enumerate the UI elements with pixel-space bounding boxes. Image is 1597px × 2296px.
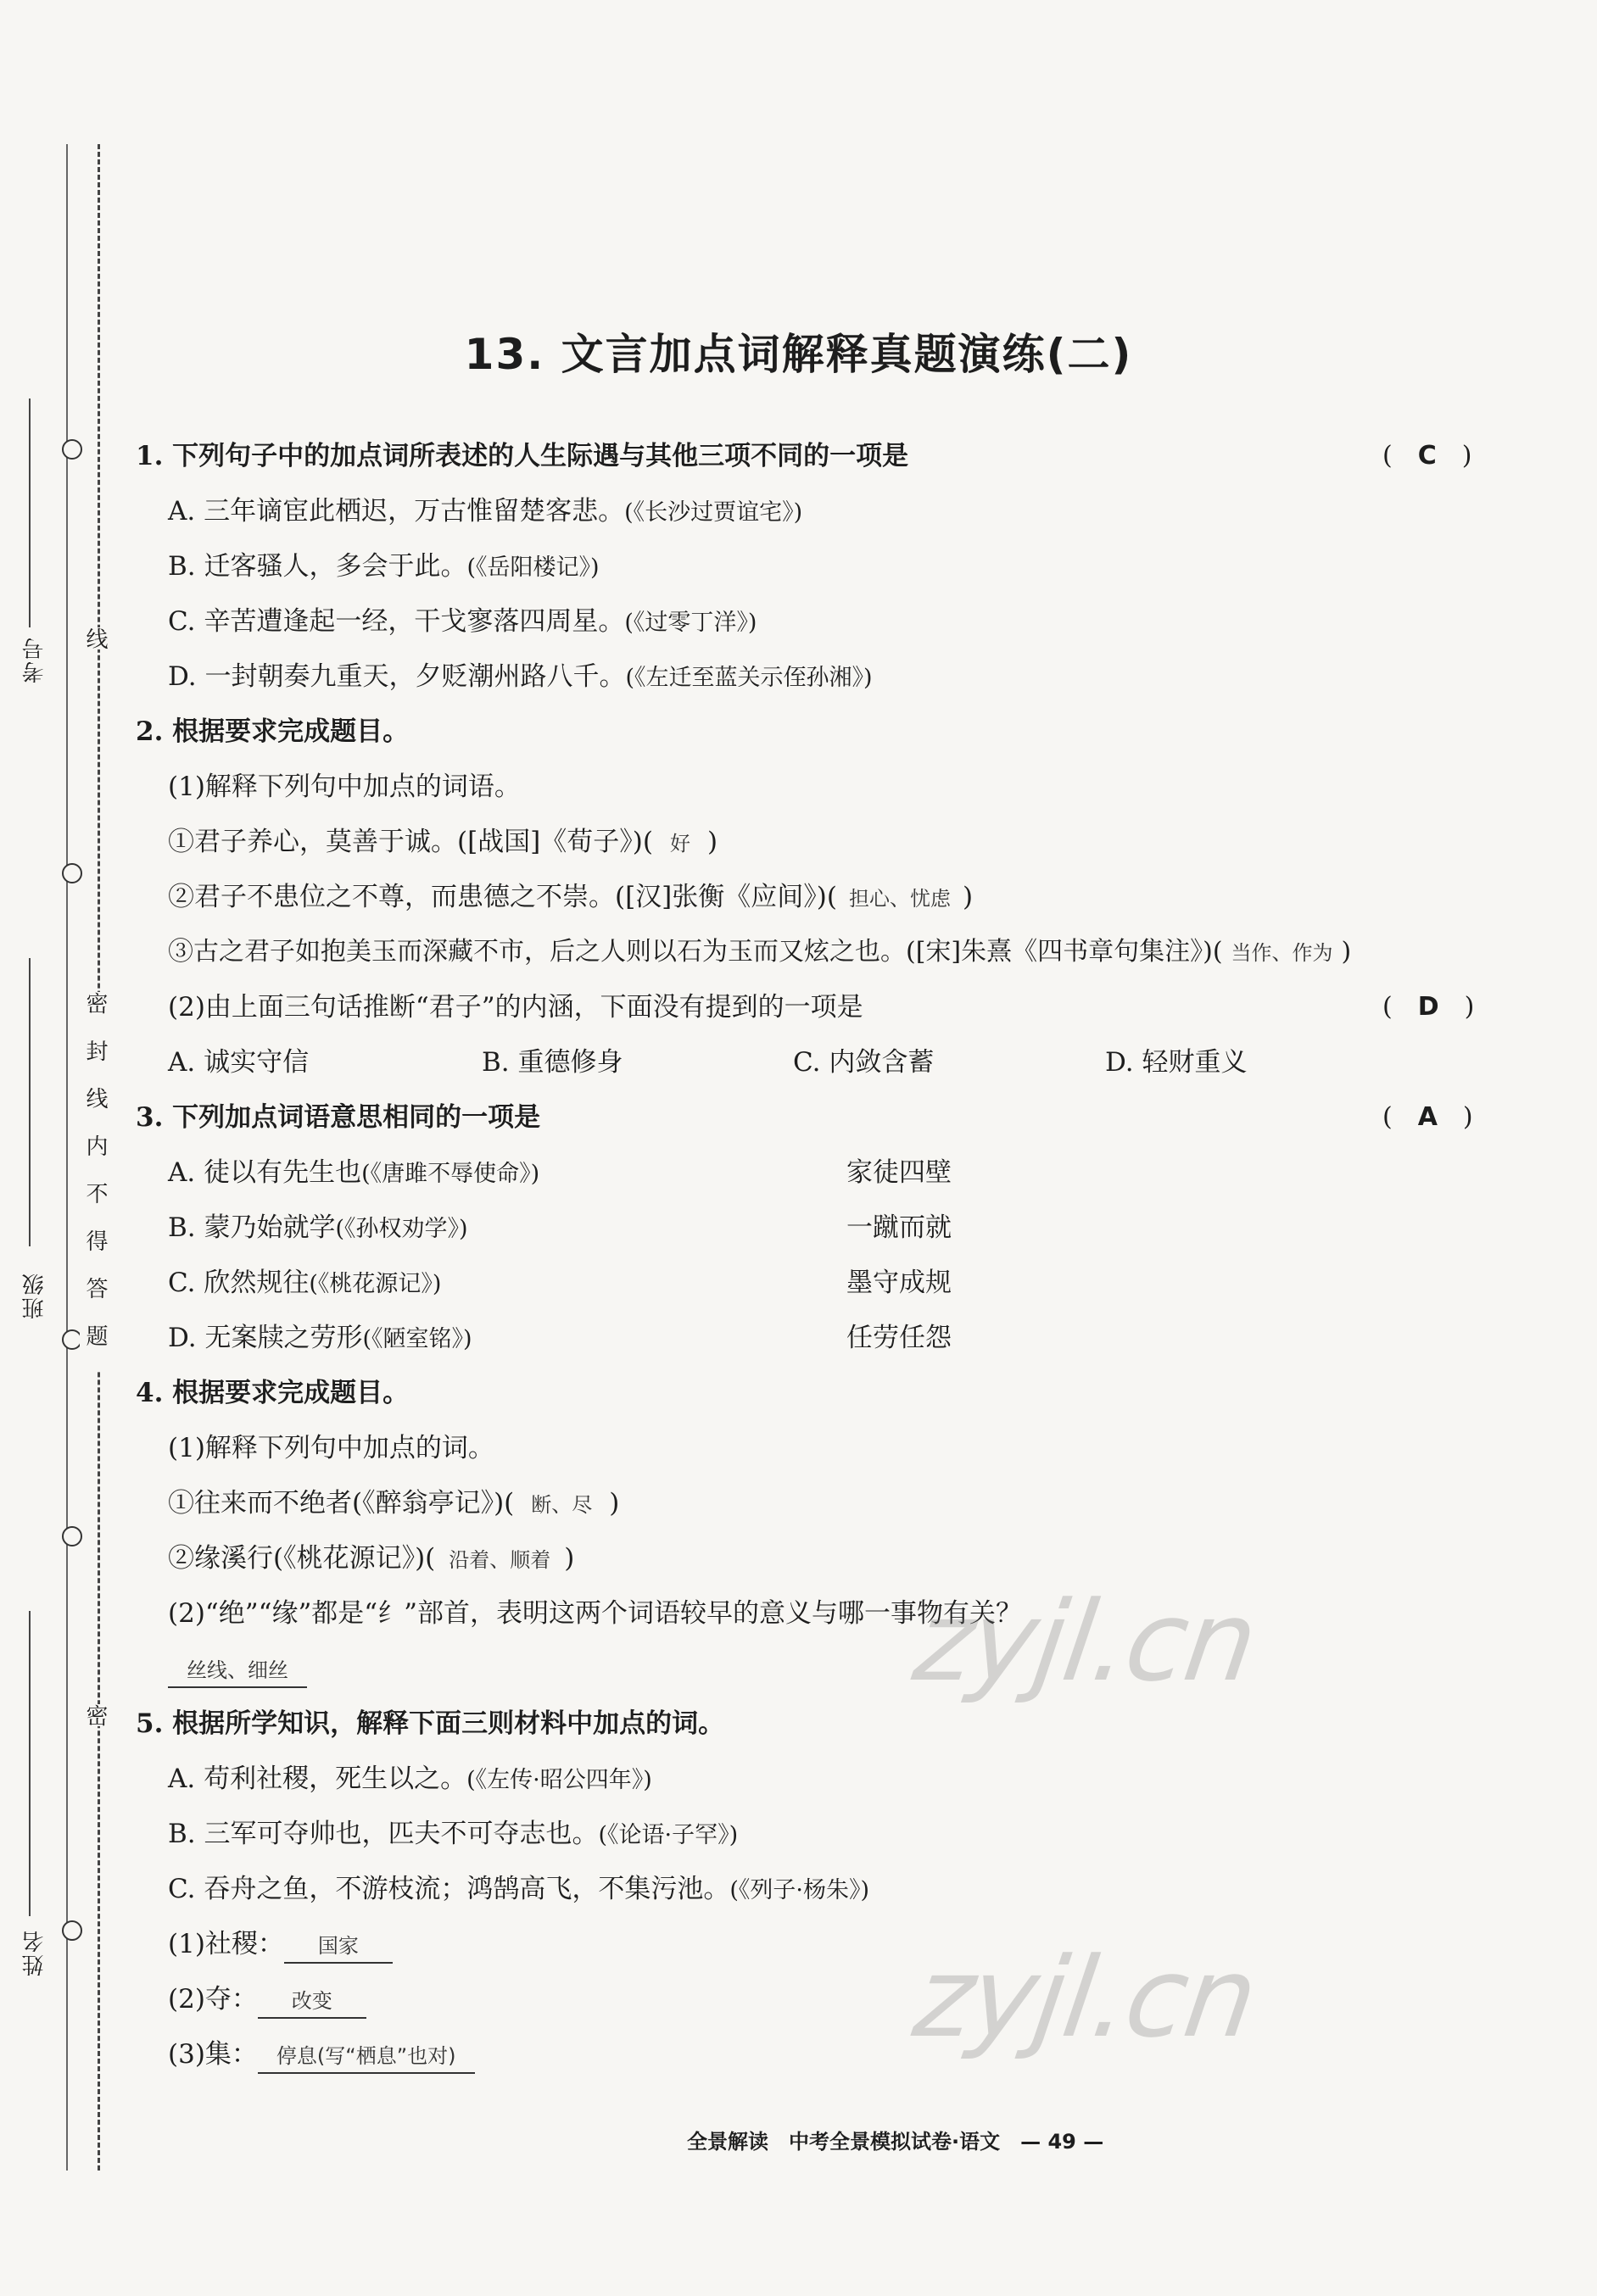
q5-fill-2: (2)夺： 改变 [168, 1982, 366, 2019]
q3-option-a: A. 徒以有先生也(《唐雎不辱使命》) [168, 1157, 540, 1188]
watermark: zyjl.cn [907, 1933, 1264, 2062]
q3-option-c: C. 欣然规往(《桃花源记》) [168, 1268, 442, 1298]
q2-stem: 2. 根据要求完成题目。 [136, 716, 410, 747]
q2-sentence-2: ②君子不患位之不尊，而患德之不崇。([汉]张衡《应间》)( 担心、忧虑 ) [168, 882, 974, 912]
margin-mark-mi: 密 [80, 1704, 111, 1726]
q1-option-a: A. 三年谪宦此栖迟，万古惟留楚客悲。(《长沙过贾谊宅》) [168, 496, 803, 527]
q4-sub2: (2)“绝”“缘”都是“纟”部首，表明这两个词语较早的意义与哪一事物有关？ [168, 1598, 1022, 1629]
q1-stem: 1. 下列句子中的加点词所表述的人生际遇与其他三项不同的一项是 [136, 441, 909, 471]
binding-hole [62, 863, 82, 883]
q4-stem: 4. 根据要求完成题目。 [136, 1378, 410, 1408]
q3-stem: 3. 下列加点词语意思相同的一项是 [136, 1102, 541, 1133]
q2-sub1: (1)解释下列句中加点的词语。 [168, 772, 521, 802]
q3-option-a-compare: 家徒四壁 [846, 1157, 952, 1188]
margin-mark-xian: 线 [80, 627, 111, 649]
watermark: zyjl.cn [907, 1577, 1264, 1706]
banji-blank [29, 958, 31, 1246]
seal-notice: 密封线内不得答题 [80, 992, 111, 1372]
q5-material-a: A. 苟利社稷，死生以之。(《左传·昭公四年》) [168, 1764, 652, 1794]
q2-option-d: D. 轻财重义 [1105, 1047, 1248, 1078]
page-title: 13. 文言加点词解释真题演练(二) [464, 330, 1133, 379]
q2-sub2: (2)由上面三句话推断“君子”的内涵，下面没有提到的一项是 [168, 992, 863, 1023]
q5-material-b: B. 三军可夺帅也，匹夫不可夺志也。(《论语·子罕》) [168, 1819, 739, 1849]
q5-fill-1: (1)社稷： 国家 [168, 1927, 393, 1964]
q4-sentence-1: ①往来而不绝者(《醉翁亭记》)( 断、尽 ) [168, 1488, 620, 1519]
binding-hole [62, 439, 82, 460]
q2-answer: ( D ) [1382, 992, 1475, 1022]
binding-hole [62, 1526, 82, 1546]
q1-option-d: D. 一封朝奏九重天，夕贬潮州路八千。(《左迁至蓝关示侄孙湘》) [168, 661, 873, 692]
kaohao-label: 考号 [22, 636, 47, 683]
q4-sentence-2: ②缘溪行(《桃花源记》)( 沿着、顺着 ) [168, 1543, 575, 1574]
q1-option-c: C. 辛苦遭逢起一经，干戈寥落四周星。(《过零丁洋》) [168, 606, 757, 637]
page-footer: 全景解读 中考全景模拟试卷·语文 — 49 — [687, 2130, 1104, 2154]
q2-option-b: B. 重德修身 [482, 1047, 623, 1078]
binding-hole [62, 1920, 82, 1941]
q3-option-d: D. 无案牍之劳形(《陋室铭》) [168, 1323, 472, 1353]
q3-option-c-compare: 墨守成规 [846, 1268, 952, 1298]
q5-fill-3: (3)集： 停息(写“栖息”也对) [168, 2037, 475, 2074]
q2-sentence-1: ①君子养心，莫善于诚。([战国]《荀子》)( 好 ) [168, 827, 718, 857]
q3-option-b-compare: 一蹴而就 [846, 1212, 952, 1243]
q5-material-c: C. 吞舟之鱼，不游枝流；鸿鹄高飞，不集污池。(《列子·杨朱》) [168, 1874, 869, 1904]
q2-sentence-3: ③古之君子如抱美玉而深藏不市，后之人则以石为玉而又炫之也。([宋]朱熹《四书章句集注》)( 当作、作为 ) [168, 937, 1352, 967]
q3-option-b: B. 蒙乃始就学(《孙权劝学》) [168, 1212, 468, 1243]
q1-answer: ( C ) [1382, 441, 1472, 471]
q4-sub1: (1)解释下列句中加点的词。 [168, 1433, 494, 1463]
q4-sub2-answer-line: 丝线、细丝 [168, 1652, 307, 1688]
q3-answer: ( A ) [1382, 1102, 1473, 1132]
q1-option-b: B. 迁客骚人，多会于此。(《岳阳楼记》) [168, 551, 600, 582]
q5-stem: 5. 根据所学知识，解释下面三则材料中加点的词。 [136, 1708, 725, 1739]
xingming-blank [29, 1611, 31, 1916]
xingming-label: 姓名 [22, 1929, 47, 1976]
q2-option-c: C. 内敛含蓄 [793, 1047, 935, 1078]
kaohao-blank [29, 398, 31, 627]
q2-option-a: A. 诚实守信 [168, 1047, 310, 1078]
q3-option-d-compare: 任劳任怨 [846, 1323, 952, 1353]
banji-label: 班级 [22, 1272, 47, 1319]
